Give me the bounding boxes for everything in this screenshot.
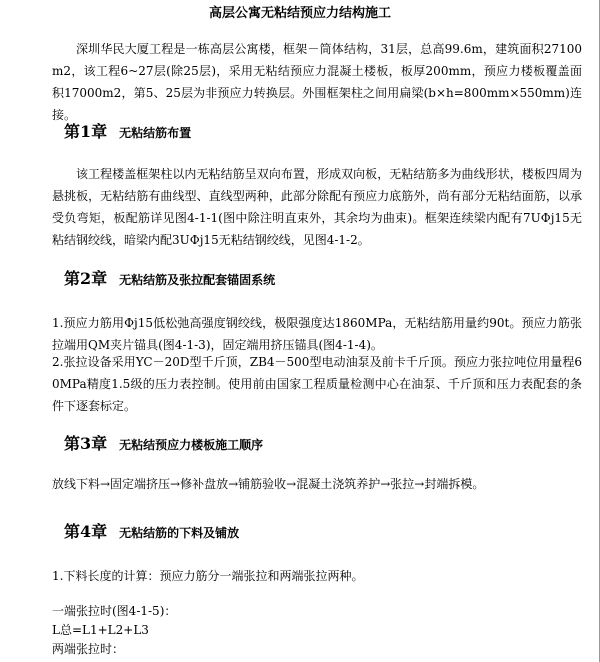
document-title: 高层公寓无粘结预应力结构施工	[208, 6, 391, 21]
chapter-2-heading	[64, 266, 275, 289]
chapter-2-paragraph-2: 2.张拉设备采用YC－20D型千斤顶，ZB4－500型电动油泵及前卡千斤顶。预应力张拉吨位用量程60MPa精度1.5级的压力表控制。使用前由国家工程质量检测中心在油泵、千斤顶和压力表配套的条件下逐套标定。	[52, 355, 582, 413]
chapter-4-line-2: L总=L1+L2+L3	[52, 623, 149, 637]
chapter-4-line-1: 一端张拉时(图4-1-5)：	[52, 604, 177, 618]
chapter-3-title: 无粘结预应力楼板施工顺序	[119, 438, 264, 452]
chapter-2-title: 无粘结筋及张拉配套锚固系统	[119, 273, 276, 287]
chapter-2-number: 第2章	[64, 269, 108, 288]
chapter-4-paragraph: 1.下料长度的计算：预应力筋分一端张拉和两端张拉两种。	[52, 569, 364, 583]
chapter-4-title: 无粘结筋的下料及铺放	[119, 526, 240, 540]
intro-paragraph: 深圳华民大厦工程是一栋高层公寓楼，框架－筒体结构，31层，总高99.6m，建筑面积27100m2，该工程6~27层(除25层)，采用无粘结预应力混凝土楼板，板厚200mm，预应力楼板覆盖面积17000m2，第5、25层为非预应力转换层。外围框架柱之间用扁梁(b×h=800mm×550mm)连接。	[52, 42, 582, 122]
chapter-1-heading	[64, 119, 191, 142]
chapter-1-paragraph: 该工程楼盖框架柱以内无粘结筋呈双向布置，形成双向板，无粘结筋多为曲线形状，楼板四周为悬挑板，无粘结筋有曲线型、直线型两种，此部分除配有预应力底筋外，尚有部分无粘结面筋，以承受负弯矩，板配筋详见图4-1-1(图中除注明直束外，其余均为曲束)。框架连续梁内配有7UФj15无粘结钢绞线，暗梁内配3UФj15无粘结钢绞线，见图4-1-2。	[52, 167, 582, 247]
chapter-3-paragraph: 放线下料→固定端挤压→修补盘放→铺筋验收→混凝土浇筑养护→张拉→封端拆模。	[52, 477, 485, 491]
chapter-1-title: 无粘结筋布置	[119, 126, 192, 140]
chapter-4-line-3: 两端张拉时：	[52, 642, 125, 656]
chapter-2-paragraph-1: 1.预应力筋用Фj15低松弛高强度钢绞线，极限强度达1860MPa，无粘结筋用量约90t。预应力筋张拉端用QM夹片锚具(图4-1-3)，固定端用挤压锚具(图4-1-4)。	[52, 316, 582, 352]
chapter-3-number: 第3章	[64, 434, 108, 453]
chapter-3-heading	[64, 431, 263, 454]
chapter-4-number: 第4章	[64, 522, 108, 541]
chapter-1-number: 第1章	[64, 122, 108, 141]
chapter-4-heading	[64, 519, 239, 542]
